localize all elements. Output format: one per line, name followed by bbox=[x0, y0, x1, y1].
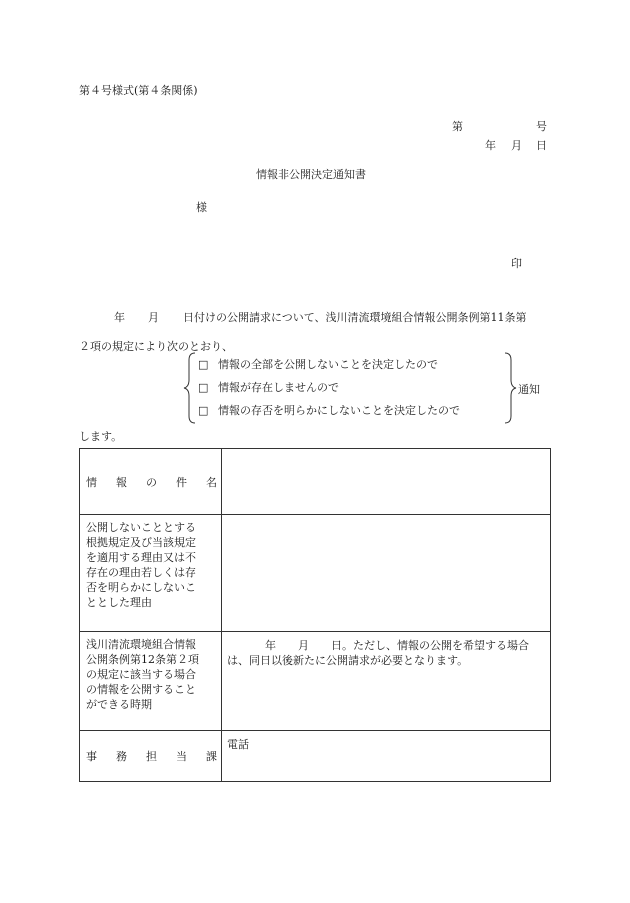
timing-year: 年 bbox=[265, 639, 276, 652]
date-month: 月 bbox=[511, 139, 522, 152]
date-year: 年 bbox=[485, 139, 496, 152]
timing-text: 日。ただし、情報の公開を希望する場合は、同日以後新たに公開請求が必要となります。 bbox=[227, 639, 529, 667]
notify-text: 通知 bbox=[518, 383, 540, 396]
body-second-line: ２項の規定により次のとおり、 bbox=[79, 340, 233, 353]
table-row bbox=[80, 731, 551, 782]
label-disclosure-timing: 浅川清流環境組合情報 公開条例第12条第２項 の規定に該当する場合 の情報を公開すること ができる時期 bbox=[80, 632, 222, 731]
body-text-1: 日付けの公開請求について、浅川清流環境組合情報公開条例第11条第 bbox=[183, 311, 527, 324]
option-text: 情報が存在しませんので bbox=[218, 381, 339, 394]
value-reason[interactable] bbox=[222, 515, 551, 632]
value-disclosure-timing[interactable] bbox=[222, 632, 551, 731]
table-row bbox=[80, 632, 551, 731]
page-title: 情報非公開決定通知書 bbox=[256, 168, 366, 181]
checkbox[interactable]: □ bbox=[198, 358, 209, 371]
option-item bbox=[198, 403, 460, 426]
table-row bbox=[80, 515, 551, 632]
body-month: 月 bbox=[148, 311, 159, 324]
option-item bbox=[198, 380, 460, 403]
option-text: 情報の全部を公開しないことを決定したので bbox=[218, 358, 438, 371]
label-reason: 公開しないこととする 根拠規定及び当該規定 を適用する理由又は不 存在の理由若しくは存 否を明らかにしないこ ととした理由 bbox=[80, 515, 222, 632]
number-suffix: 号 bbox=[536, 120, 547, 133]
left-brace-icon bbox=[183, 352, 197, 424]
info-table bbox=[79, 448, 551, 782]
form-number: 第４号様式(第４条関係) bbox=[79, 84, 198, 97]
option-item bbox=[198, 357, 460, 380]
body-year: 年 bbox=[114, 311, 125, 324]
addressee: 様 bbox=[196, 201, 207, 214]
value-department[interactable]: 電話 bbox=[222, 731, 551, 782]
checkbox[interactable]: □ bbox=[198, 381, 209, 394]
option-text: 情報の存否を明らかにしないことを決定したので bbox=[218, 404, 460, 417]
option-list bbox=[198, 357, 460, 426]
timing-month: 月 bbox=[298, 639, 309, 652]
table-row bbox=[80, 449, 551, 515]
seal-mark: 印 bbox=[511, 257, 522, 270]
label-subject: 情報の件名 bbox=[80, 449, 222, 515]
value-subject[interactable] bbox=[222, 449, 551, 515]
label-department: 事務担当課 bbox=[80, 731, 222, 782]
closing-text: します。 bbox=[79, 430, 123, 443]
checkbox[interactable]: □ bbox=[198, 404, 209, 417]
right-brace-icon bbox=[503, 352, 517, 424]
number-prefix: 第 bbox=[452, 120, 463, 133]
date-day: 日 bbox=[536, 139, 547, 152]
